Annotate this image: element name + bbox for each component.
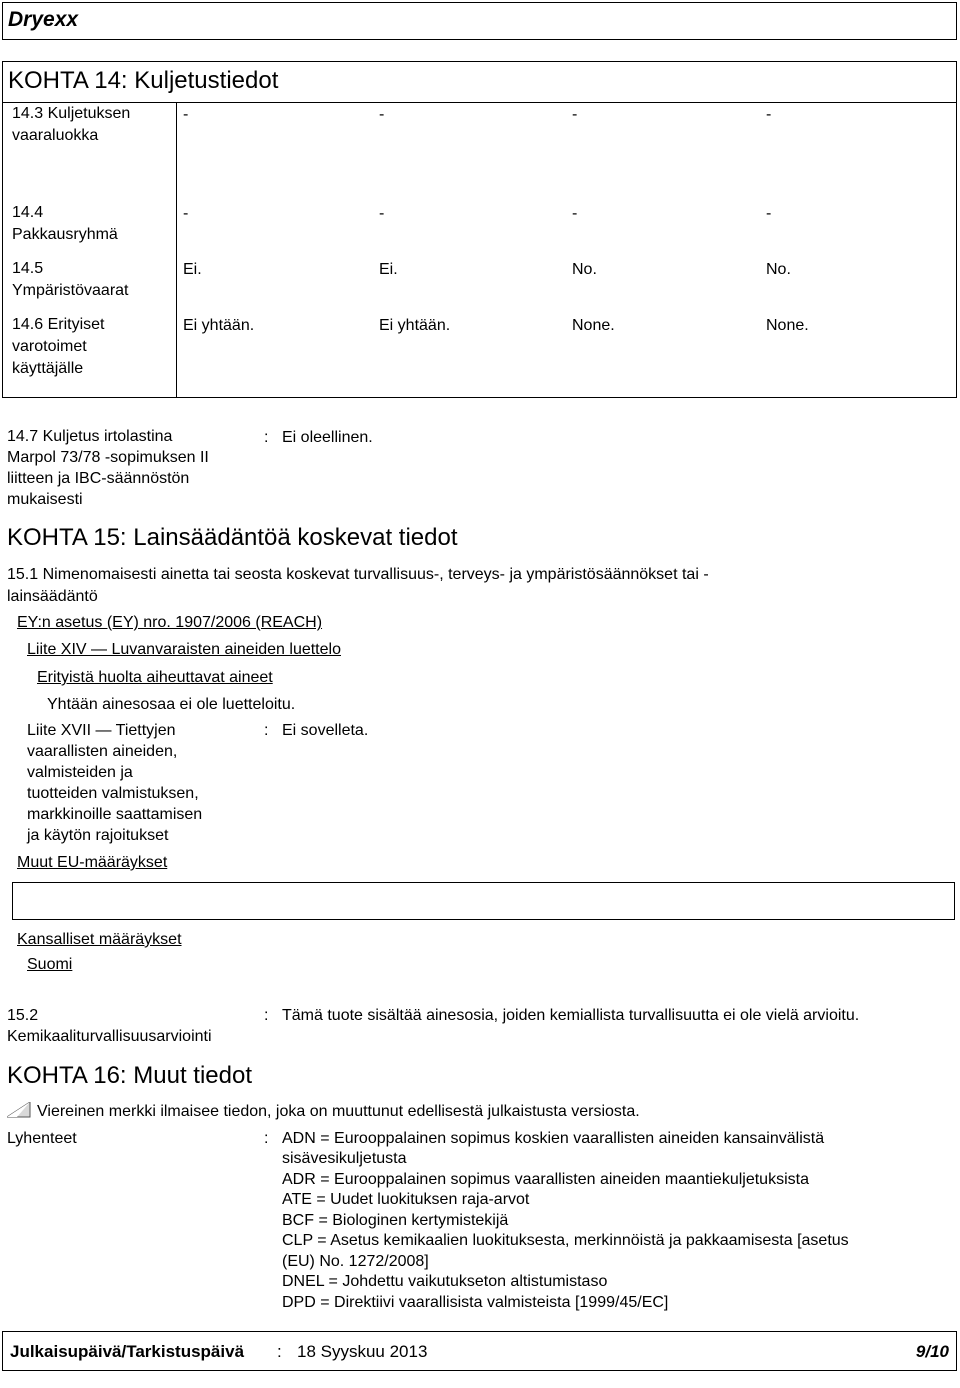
abbreviation-line: sisävesikuljetusta bbox=[282, 1150, 407, 1167]
abbreviation-line: ADR = Eurooppalainen sopimus vaarallisten aineiden maantiekuljetuksista bbox=[282, 1171, 809, 1188]
row-14-5-imdg: No. bbox=[572, 261, 597, 278]
row-14-3-adr: - bbox=[183, 106, 189, 123]
footer-date: 18 Syyskuu 2013 bbox=[297, 1342, 428, 1361]
abbreviation-line: ATE = Uudet luokituksen raja-arvot bbox=[282, 1191, 530, 1208]
row-14-6-adr: Ei yhtään. bbox=[183, 317, 255, 334]
svhc-heading: Erityistä huolta aiheuttavat aineet bbox=[37, 669, 273, 686]
abbreviation-line: DNEL = Johdettu vaikutukseton altistumistaso bbox=[282, 1273, 608, 1290]
row-14-6-label: 14.6 Erityiset varotoimet käyttäjälle bbox=[12, 316, 105, 377]
row-14-6-imdg: None. bbox=[572, 317, 615, 334]
section15-title: KOHTA 15: Lainsäädäntöä koskevat tiedot bbox=[7, 524, 458, 551]
header-box bbox=[2, 2, 957, 40]
label-column-divider bbox=[176, 103, 177, 397]
abbreviations-label: Lyhenteet bbox=[7, 1130, 77, 1147]
annex-xiv-heading: Liite XIV — Luvanvaraisten aineiden luettelo bbox=[27, 641, 341, 658]
transport-table bbox=[2, 102, 957, 398]
chemical-safety-colon: : bbox=[264, 1007, 269, 1024]
row-14-5-adn: Ei. bbox=[379, 261, 398, 278]
bulk-transport-value: Ei oleellinen. bbox=[282, 429, 373, 446]
row-14-4-adr: - bbox=[183, 205, 189, 222]
row-14-3-label: 14.3 Kuljetuksen vaaraluokka bbox=[12, 105, 131, 144]
abbreviation-line: (EU) No. 1272/2008] bbox=[282, 1253, 429, 1270]
regulations-heading: 15.1 Nimenomaisesti ainetta tai seosta koskevat turvallisuus-, terveys- ja ympäristösäännökset tai - lainsäädäntö bbox=[7, 566, 709, 605]
abbreviation-line: ADN = Eurooppalainen sopimus koskien vaarallisten aineiden kansainvälistä bbox=[282, 1130, 825, 1147]
section16-title: KOHTA 16: Muut tiedot bbox=[7, 1062, 253, 1089]
row-14-6-iata: None. bbox=[766, 317, 809, 334]
brand-name: Dryexx bbox=[8, 8, 79, 31]
abbreviation-line: BCF = Biologinen kertymistekijä bbox=[282, 1212, 509, 1229]
abbreviation-line: CLP = Asetus kemikaalien luokituksesta, merkinnöistä ja pakkaamisesta [asetus bbox=[282, 1232, 849, 1249]
row-14-5-label: 14.5 Ympäristövaarat bbox=[12, 260, 129, 299]
page-number: 9/10 bbox=[915, 1342, 949, 1361]
chemical-safety-label: 15.2 Kemikaaliturvallisuusarviointi bbox=[7, 1007, 212, 1045]
row-14-5-adr: Ei. bbox=[183, 261, 202, 278]
chemical-safety-value: Tämä tuote sisältää ainesosia, joiden kemiallista turvallisuutta ei ole vielä arvioitu. bbox=[282, 1007, 860, 1024]
bulk-transport-label: 14.7 Kuljetus irtolastina Marpol 73/78 -sopimuksen II liitteen ja IBC-säännöstön mukaisesti bbox=[7, 428, 209, 508]
row-14-4-label: 14.4 Pakkausryhmä bbox=[12, 204, 118, 243]
reach-heading: EY:n asetus (EY) nro. 1907/2006 (REACH) bbox=[17, 614, 323, 631]
national-heading: Kansalliset määräykset bbox=[17, 931, 182, 948]
other-eu-heading: Muut EU-määräykset bbox=[17, 854, 168, 871]
other-eu-box bbox=[12, 882, 955, 920]
abbreviations-colon: : bbox=[264, 1130, 269, 1147]
change-marker-note: Viereinen merkki ilmaisee tiedon, joka on muuttunut edellisestä julkaistusta versiosta. bbox=[37, 1103, 640, 1120]
annex-xvii-label: Liite XVII — Tiettyjen vaarallisten aineiden, valmisteiden ja tuotteiden valmistuksen, markkinoille saattamisen ja käytön rajoitukset bbox=[27, 722, 203, 844]
footer-colon: : bbox=[277, 1342, 282, 1361]
row-14-3-imdg: - bbox=[572, 106, 578, 123]
annex-xvii-colon: : bbox=[264, 722, 269, 739]
row-14-4-iata: - bbox=[766, 205, 772, 222]
row-14-4-adn: - bbox=[379, 205, 385, 222]
row-14-6-adn: Ei yhtään. bbox=[379, 317, 451, 334]
change-marker-icon bbox=[7, 1102, 31, 1118]
annex-xvii-value: Ei sovelleta. bbox=[282, 722, 369, 739]
footer-date-label: Julkaisupäivä/Tarkistuspäivä bbox=[10, 1342, 245, 1361]
country-heading: Suomi bbox=[27, 956, 73, 973]
abbreviation-line: DPD = Direktiivi vaarallisista valmisteista [1999/45/EC] bbox=[282, 1294, 669, 1311]
row-14-4-imdg: - bbox=[572, 205, 578, 222]
bulk-transport-colon: : bbox=[264, 429, 269, 446]
section14-title: KOHTA 14: Kuljetustiedot bbox=[8, 67, 279, 94]
svhc-value: Yhtään ainesosaa ei ole luetteloitu. bbox=[47, 696, 296, 713]
row-14-3-iata: - bbox=[766, 106, 772, 123]
row-14-3-adn: - bbox=[379, 106, 385, 123]
row-14-5-iata: No. bbox=[766, 261, 791, 278]
